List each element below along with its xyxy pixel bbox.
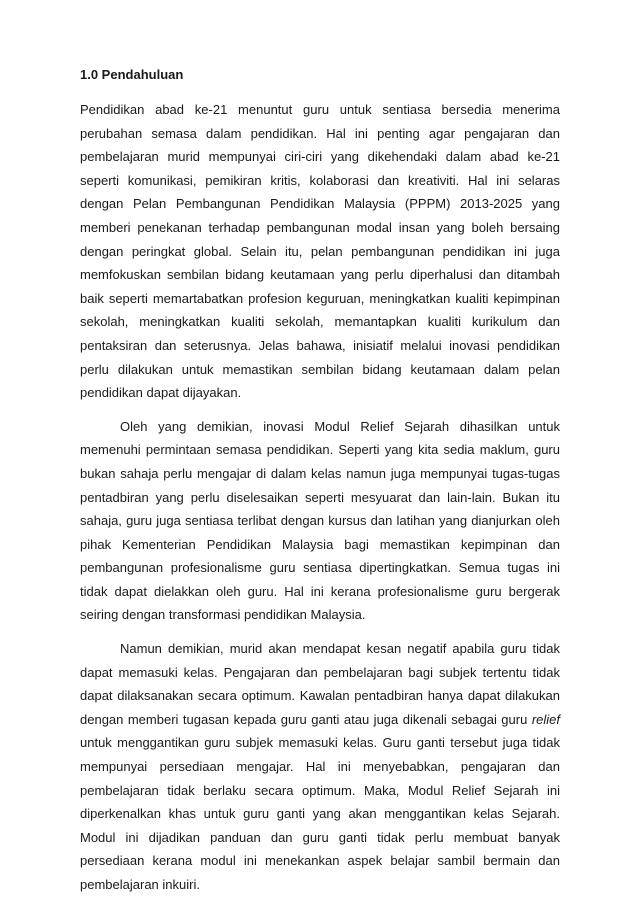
document-page [80, 66, 560, 907]
paragraph-2: Oleh yang demikian, inovasi Modul Relief Sejarah dihasilkan untuk memenuhi permintaan semasa pendidikan. Seperti yang kita sedia maklum, guru bukan sahaja perlu mengajar di dalam kelas namun juga mempunyai tugas-tugas pentadbiran yang perlu diselesaikan seperti mesyuarat dan lain-lain. Bukan itu sahaja, guru juga sentiasa terlibat dengan kursus dan latihan yang dianjurkan oleh pihak Kementerian Pendidikan Malaysia bagi memastikan kepimpinan dan pembangunan profesionalisme guru sentiasa dipertingkatkan. Semua tugas ini tidak dapat dielakkan oleh guru. Hal ini kerana profesionalisme guru bergerak seiring dengan transformasi pendidikan Malaysia. [80, 418, 560, 623]
paragraph-3-text-before: Namun demikian, murid akan mendapat kesan negatif apabila guru tidak dapat memasuki kelas. Pengajaran dan pembelajaran bagi subjek tertentu tidak dapat dilaksanakan secara optimum. Kawalan pentadbiran hanya dapat dilakukan dengan memberi tugasan kepada guru ganti atau juga dikenali sebagai guru [80, 641, 560, 727]
section-heading: 1.0 Pendahuluan [80, 67, 184, 82]
paragraph-1: Pendidikan abad ke-21 menuntut guru untuk sentiasa bersedia menerima perubahan semasa dalam pendidikan. Hal ini penting agar pengajaran dan pembelajaran murid mempunyai ciri-ciri yang dikehendaki dalam abad ke-21 seperti komunikasi, pemikiran kritis, kolaborasi dan kreativiti. Hal ini selaras dengan Pelan Pembangunan Pendidikan Malaysia (PPPM) 2013-2025 yang memberi penekanan terhadap pembangunan modal insan yang boleh bersaing dengan peringkat global. Selain itu, pelan pembangunan pendidikan ini juga memfokuskan sembilan bidang keutamaan yang perlu diperhalusi dan ditambah baik seperti memartabatkan profesion keguruan, meningkatkan kualiti kepimpinan sekolah, meningkatkan kualiti sekolah, memantapkan kualiti kurikulum dan pentaksiran dan seterusnya. Jelas bahawa, inisiatif melalui inovasi pendidikan perlu dilakukan untuk memastikan sembilan bidang keutamaan dalam pelan pendidikan dapat dijayakan. [80, 102, 560, 401]
paragraph-3 [80, 637, 560, 897]
paragraph-3-italic-term: relief [531, 711, 560, 727]
paragraph-3-text-after: untuk menggantikan guru subjek memasuki kelas. Guru ganti tersebut juga tidak mempunyai persediaan mengajar. Hal ini menyebabkan, pengajaran dan pembelajaran tidak berlaku secara optimum. Maka, Modul Relief Sejarah ini diperkenalkan khas untuk guru ganti yang akan menggantikan kelas Sejarah. Modul ini dijadikan panduan dan guru ganti tidak perlu membuat banyak persediaan kerana modul ini menekankan aspek belajar sambil bermain dan pembelajaran inkuiri. [80, 735, 560, 892]
